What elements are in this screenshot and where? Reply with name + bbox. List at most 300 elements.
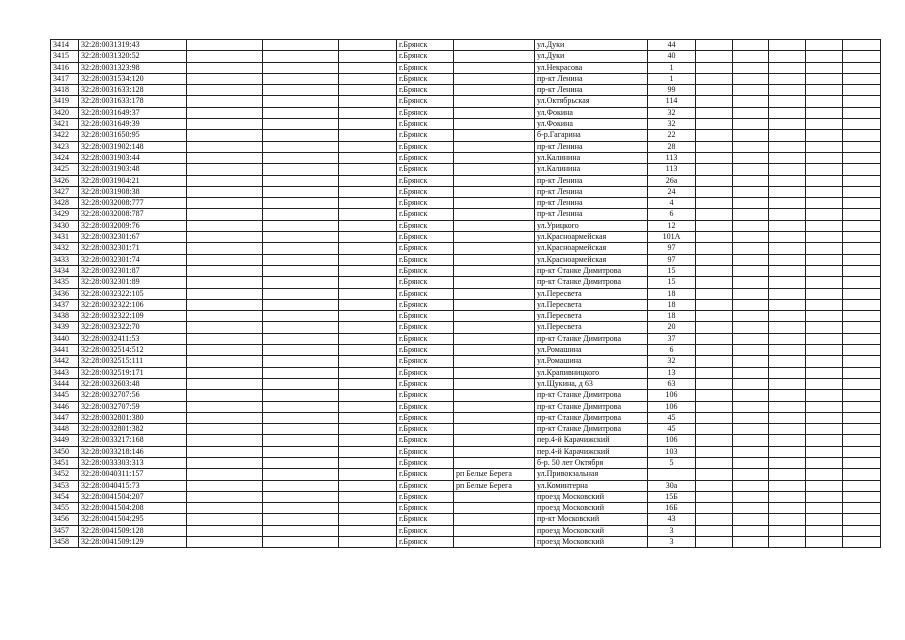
- empty-cell: [769, 390, 806, 401]
- street-cell: проезд Московский: [535, 525, 648, 536]
- row-number-cell: 3424: [51, 152, 79, 163]
- empty-cell: [696, 537, 733, 548]
- empty-cell: [339, 469, 397, 480]
- table-row: [51, 85, 881, 96]
- empty-cell: [769, 480, 806, 491]
- city-cell: г.Брянск: [397, 130, 454, 141]
- empty-cell: [733, 412, 769, 423]
- empty-cell: [843, 537, 881, 548]
- table-row: [51, 288, 881, 299]
- cadastral-number-cell: 32:28:0032009:76: [79, 220, 187, 231]
- empty-cell: [187, 435, 263, 446]
- street-cell: пер.4-й Карачижский: [535, 435, 648, 446]
- empty-cell: [263, 322, 339, 333]
- street-cell: ул.Дуки: [535, 40, 648, 51]
- row-number-cell: 3431: [51, 232, 79, 243]
- table-row: [51, 390, 881, 401]
- empty-cell: [733, 85, 769, 96]
- street-cell: ул.Калинина: [535, 164, 648, 175]
- empty-cell: [339, 62, 397, 73]
- empty-cell: [187, 401, 263, 412]
- row-number-cell: 3454: [51, 491, 79, 502]
- city-cell: г.Брянск: [397, 345, 454, 356]
- empty-cell: [733, 141, 769, 152]
- empty-cell: [339, 51, 397, 62]
- empty-cell: [339, 525, 397, 536]
- settlement-cell: рп Белые Берега: [454, 469, 535, 480]
- empty-cell: [733, 96, 769, 107]
- row-number-cell: 3452: [51, 469, 79, 480]
- house-number-cell: 28: [648, 141, 696, 152]
- cadastral-number-cell: 32:28:0031903:44: [79, 152, 187, 163]
- settlement-cell: рп Белые Берега: [454, 480, 535, 491]
- row-number-cell: 3419: [51, 96, 79, 107]
- empty-cell: [769, 469, 806, 480]
- table-row: [51, 164, 881, 175]
- row-number-cell: 3428: [51, 198, 79, 209]
- empty-cell: [263, 164, 339, 175]
- empty-cell: [696, 378, 733, 389]
- empty-cell: [263, 367, 339, 378]
- empty-cell: [806, 503, 843, 514]
- settlement-cell: [454, 446, 535, 457]
- house-number-cell: 15Б: [648, 491, 696, 502]
- empty-cell: [843, 525, 881, 536]
- empty-cell: [187, 254, 263, 265]
- empty-cell: [263, 356, 339, 367]
- cadastral-number-cell: 32:28:0032411:53: [79, 333, 187, 344]
- empty-cell: [806, 265, 843, 276]
- empty-cell: [696, 446, 733, 457]
- house-number-cell: 106: [648, 390, 696, 401]
- city-cell: г.Брянск: [397, 537, 454, 548]
- row-number-cell: 3422: [51, 130, 79, 141]
- empty-cell: [733, 73, 769, 84]
- cadastral-number-cell: 32:28:0032301:74: [79, 254, 187, 265]
- empty-cell: [339, 435, 397, 446]
- street-cell: ул.Октябрьская: [535, 96, 648, 107]
- empty-cell: [843, 209, 881, 220]
- empty-cell: [696, 288, 733, 299]
- empty-cell: [187, 220, 263, 231]
- house-number-cell: 45: [648, 412, 696, 423]
- empty-cell: [843, 356, 881, 367]
- empty-cell: [843, 119, 881, 130]
- house-number-cell: 106: [648, 435, 696, 446]
- empty-cell: [806, 322, 843, 333]
- house-number-cell: 40: [648, 51, 696, 62]
- empty-cell: [339, 457, 397, 468]
- city-cell: г.Брянск: [397, 457, 454, 468]
- empty-cell: [843, 491, 881, 502]
- row-number-cell: 3420: [51, 107, 79, 118]
- empty-cell: [696, 130, 733, 141]
- row-number-cell: 3429: [51, 209, 79, 220]
- empty-cell: [769, 62, 806, 73]
- empty-cell: [769, 491, 806, 502]
- city-cell: г.Брянск: [397, 435, 454, 446]
- cadastral-number-cell: 32:28:0041504:207: [79, 491, 187, 502]
- empty-cell: [769, 401, 806, 412]
- table-row: [51, 152, 881, 163]
- empty-cell: [769, 435, 806, 446]
- empty-cell: [769, 311, 806, 322]
- house-number-cell: 32: [648, 107, 696, 118]
- empty-cell: [806, 209, 843, 220]
- empty-cell: [843, 141, 881, 152]
- cadastral-number-cell: 32:28:0032322:106: [79, 299, 187, 310]
- table-row: [51, 322, 881, 333]
- house-number-cell: 113: [648, 152, 696, 163]
- cadastral-number-cell: 32:28:0041509:128: [79, 525, 187, 536]
- city-cell: г.Брянск: [397, 299, 454, 310]
- cadastral-number-cell: 32:28:0032322:70: [79, 322, 187, 333]
- empty-cell: [843, 130, 881, 141]
- empty-cell: [263, 299, 339, 310]
- empty-cell: [187, 469, 263, 480]
- settlement-cell: [454, 186, 535, 197]
- empty-cell: [843, 514, 881, 525]
- empty-cell: [733, 186, 769, 197]
- empty-cell: [263, 107, 339, 118]
- empty-cell: [339, 119, 397, 130]
- street-cell: пр-кт Ленина: [535, 73, 648, 84]
- empty-cell: [806, 311, 843, 322]
- table-row: [51, 40, 881, 51]
- empty-cell: [843, 322, 881, 333]
- empty-cell: [696, 277, 733, 288]
- row-number-cell: 3449: [51, 435, 79, 446]
- empty-cell: [843, 164, 881, 175]
- empty-cell: [769, 345, 806, 356]
- empty-cell: [843, 401, 881, 412]
- empty-cell: [843, 311, 881, 322]
- empty-cell: [843, 480, 881, 491]
- empty-cell: [263, 446, 339, 457]
- table-row: [51, 130, 881, 141]
- empty-cell: [733, 356, 769, 367]
- cadastral-number-cell: 32:28:0032801:382: [79, 424, 187, 435]
- empty-cell: [187, 85, 263, 96]
- empty-cell: [263, 209, 339, 220]
- empty-cell: [263, 51, 339, 62]
- empty-cell: [843, 446, 881, 457]
- empty-cell: [843, 457, 881, 468]
- empty-cell: [806, 469, 843, 480]
- house-number-cell: 18: [648, 311, 696, 322]
- empty-cell: [263, 186, 339, 197]
- empty-cell: [263, 243, 339, 254]
- city-cell: г.Брянск: [397, 480, 454, 491]
- cadastral-number-cell: 32:28:0031650:95: [79, 130, 187, 141]
- street-cell: проезд Московский: [535, 491, 648, 502]
- empty-cell: [263, 424, 339, 435]
- settlement-cell: [454, 175, 535, 186]
- empty-cell: [696, 503, 733, 514]
- empty-cell: [769, 73, 806, 84]
- empty-cell: [769, 254, 806, 265]
- empty-cell: [733, 446, 769, 457]
- empty-cell: [339, 186, 397, 197]
- empty-cell: [696, 322, 733, 333]
- empty-cell: [339, 299, 397, 310]
- house-number-cell: 22: [648, 130, 696, 141]
- row-number-cell: 3416: [51, 62, 79, 73]
- empty-cell: [769, 525, 806, 536]
- empty-cell: [843, 469, 881, 480]
- empty-cell: [263, 333, 339, 344]
- row-number-cell: 3451: [51, 457, 79, 468]
- empty-cell: [696, 62, 733, 73]
- cadastral-number-cell: 32:28:0031319:43: [79, 40, 187, 51]
- cadastral-number-cell: 32:28:0032322:105: [79, 288, 187, 299]
- empty-cell: [187, 503, 263, 514]
- empty-cell: [733, 107, 769, 118]
- settlement-cell: [454, 220, 535, 231]
- empty-cell: [769, 40, 806, 51]
- city-cell: г.Брянск: [397, 288, 454, 299]
- city-cell: г.Брянск: [397, 265, 454, 276]
- city-cell: г.Брянск: [397, 367, 454, 378]
- row-number-cell: 3414: [51, 40, 79, 51]
- empty-cell: [339, 175, 397, 186]
- settlement-cell: [454, 345, 535, 356]
- empty-cell: [806, 107, 843, 118]
- row-number-cell: 3437: [51, 299, 79, 310]
- table-row: [51, 514, 881, 525]
- empty-cell: [806, 435, 843, 446]
- empty-cell: [696, 73, 733, 84]
- empty-cell: [733, 198, 769, 209]
- table-row: [51, 96, 881, 107]
- empty-cell: [806, 288, 843, 299]
- settlement-cell: [454, 277, 535, 288]
- empty-cell: [843, 254, 881, 265]
- street-cell: ул.Ромашина: [535, 356, 648, 367]
- empty-cell: [263, 198, 339, 209]
- street-cell: пр-кт Московский: [535, 514, 648, 525]
- empty-cell: [843, 367, 881, 378]
- street-cell: ул.Пересвета: [535, 288, 648, 299]
- table-row: [51, 367, 881, 378]
- empty-cell: [733, 164, 769, 175]
- empty-cell: [843, 265, 881, 276]
- empty-cell: [843, 390, 881, 401]
- empty-cell: [339, 537, 397, 548]
- empty-cell: [806, 73, 843, 84]
- empty-cell: [733, 119, 769, 130]
- empty-cell: [769, 367, 806, 378]
- empty-cell: [339, 412, 397, 423]
- row-number-cell: 3447: [51, 412, 79, 423]
- empty-cell: [187, 130, 263, 141]
- house-number-cell: 20: [648, 322, 696, 333]
- table-row: [51, 119, 881, 130]
- empty-cell: [339, 164, 397, 175]
- empty-cell: [339, 209, 397, 220]
- empty-cell: [806, 243, 843, 254]
- empty-cell: [187, 265, 263, 276]
- empty-cell: [769, 299, 806, 310]
- house-number-cell: 6: [648, 345, 696, 356]
- empty-cell: [696, 243, 733, 254]
- empty-cell: [806, 141, 843, 152]
- empty-cell: [339, 345, 397, 356]
- empty-cell: [187, 333, 263, 344]
- table-row: [51, 186, 881, 197]
- street-cell: проезд Московский: [535, 503, 648, 514]
- settlement-cell: [454, 265, 535, 276]
- street-cell: пр-кт Ленина: [535, 85, 648, 96]
- empty-cell: [187, 514, 263, 525]
- empty-cell: [806, 85, 843, 96]
- row-number-cell: 3450: [51, 446, 79, 457]
- empty-cell: [263, 85, 339, 96]
- table-row: [51, 73, 881, 84]
- empty-cell: [806, 457, 843, 468]
- empty-cell: [187, 356, 263, 367]
- empty-cell: [187, 537, 263, 548]
- empty-cell: [263, 175, 339, 186]
- cadastral-number-cell: 32:28:0031904:21: [79, 175, 187, 186]
- row-number-cell: 3448: [51, 424, 79, 435]
- empty-cell: [806, 378, 843, 389]
- house-number-cell: 103: [648, 446, 696, 457]
- table-body: [51, 40, 881, 548]
- empty-cell: [187, 367, 263, 378]
- empty-cell: [263, 401, 339, 412]
- empty-cell: [769, 96, 806, 107]
- empty-cell: [696, 220, 733, 231]
- empty-cell: [733, 277, 769, 288]
- street-cell: ул.Пересвета: [535, 322, 648, 333]
- empty-cell: [843, 51, 881, 62]
- house-number-cell: 97: [648, 243, 696, 254]
- settlement-cell: [454, 356, 535, 367]
- row-number-cell: 3456: [51, 514, 79, 525]
- empty-cell: [263, 40, 339, 51]
- house-number-cell: 45: [648, 424, 696, 435]
- settlement-cell: [454, 85, 535, 96]
- empty-cell: [187, 209, 263, 220]
- empty-cell: [187, 40, 263, 51]
- table-row: [51, 412, 881, 423]
- cadastral-number-cell: 32:28:0031323:98: [79, 62, 187, 73]
- cadastral-number-cell: 32:28:0032008:777: [79, 198, 187, 209]
- empty-cell: [769, 322, 806, 333]
- empty-cell: [696, 345, 733, 356]
- cadastral-number-cell: 32:28:0041509:129: [79, 537, 187, 548]
- table-row: [51, 51, 881, 62]
- street-cell: пр-кт Станке Димитрова: [535, 401, 648, 412]
- empty-cell: [806, 254, 843, 265]
- empty-cell: [339, 141, 397, 152]
- empty-cell: [733, 401, 769, 412]
- empty-cell: [339, 96, 397, 107]
- empty-cell: [769, 243, 806, 254]
- empty-cell: [733, 322, 769, 333]
- empty-cell: [263, 469, 339, 480]
- cadastral-number-cell: 32:28:0040415:73: [79, 480, 187, 491]
- empty-cell: [843, 107, 881, 118]
- table-row: [51, 446, 881, 457]
- empty-cell: [733, 311, 769, 322]
- settlement-cell: [454, 73, 535, 84]
- empty-cell: [769, 503, 806, 514]
- empty-cell: [696, 457, 733, 468]
- empty-cell: [339, 107, 397, 118]
- row-number-cell: 3438: [51, 311, 79, 322]
- empty-cell: [696, 265, 733, 276]
- row-number-cell: 3457: [51, 525, 79, 536]
- cadastral-number-cell: 32:28:0031903:48: [79, 164, 187, 175]
- street-cell: пр-кт Ленина: [535, 141, 648, 152]
- empty-cell: [769, 537, 806, 548]
- empty-cell: [733, 62, 769, 73]
- table-row: [51, 356, 881, 367]
- settlement-cell: [454, 141, 535, 152]
- empty-cell: [187, 345, 263, 356]
- empty-cell: [806, 130, 843, 141]
- street-cell: пр-кт Станке Димитрова: [535, 333, 648, 344]
- empty-cell: [769, 51, 806, 62]
- empty-cell: [339, 367, 397, 378]
- empty-cell: [696, 96, 733, 107]
- street-cell: ул.Фокина: [535, 107, 648, 118]
- empty-cell: [806, 51, 843, 62]
- empty-cell: [339, 491, 397, 502]
- empty-cell: [339, 232, 397, 243]
- table-row: [51, 469, 881, 480]
- cadastral-number-cell: 32:28:0040311:157: [79, 469, 187, 480]
- empty-cell: [696, 514, 733, 525]
- settlement-cell: [454, 401, 535, 412]
- house-number-cell: 12: [648, 220, 696, 231]
- cadastral-number-cell: 32:28:0033217:168: [79, 435, 187, 446]
- empty-cell: [263, 435, 339, 446]
- settlement-cell: [454, 96, 535, 107]
- empty-cell: [339, 277, 397, 288]
- house-number-cell: 16Б: [648, 503, 696, 514]
- settlement-cell: [454, 254, 535, 265]
- empty-cell: [339, 424, 397, 435]
- empty-cell: [733, 220, 769, 231]
- empty-cell: [769, 457, 806, 468]
- city-cell: г.Брянск: [397, 390, 454, 401]
- cadastral-number-cell: 32:28:0032801:380: [79, 412, 187, 423]
- empty-cell: [339, 390, 397, 401]
- city-cell: г.Брянск: [397, 186, 454, 197]
- empty-cell: [806, 152, 843, 163]
- cadastral-number-cell: 32:28:0032301:67: [79, 232, 187, 243]
- empty-cell: [769, 446, 806, 457]
- settlement-cell: [454, 119, 535, 130]
- empty-cell: [263, 311, 339, 322]
- empty-cell: [733, 175, 769, 186]
- street-cell: ул.Пересвета: [535, 311, 648, 322]
- empty-cell: [696, 367, 733, 378]
- empty-cell: [696, 198, 733, 209]
- empty-cell: [696, 333, 733, 344]
- street-cell: проезд Московский: [535, 537, 648, 548]
- empty-cell: [696, 186, 733, 197]
- empty-cell: [806, 119, 843, 130]
- empty-cell: [263, 514, 339, 525]
- empty-cell: [806, 480, 843, 491]
- table-row: [51, 435, 881, 446]
- city-cell: г.Брянск: [397, 152, 454, 163]
- city-cell: г.Брянск: [397, 469, 454, 480]
